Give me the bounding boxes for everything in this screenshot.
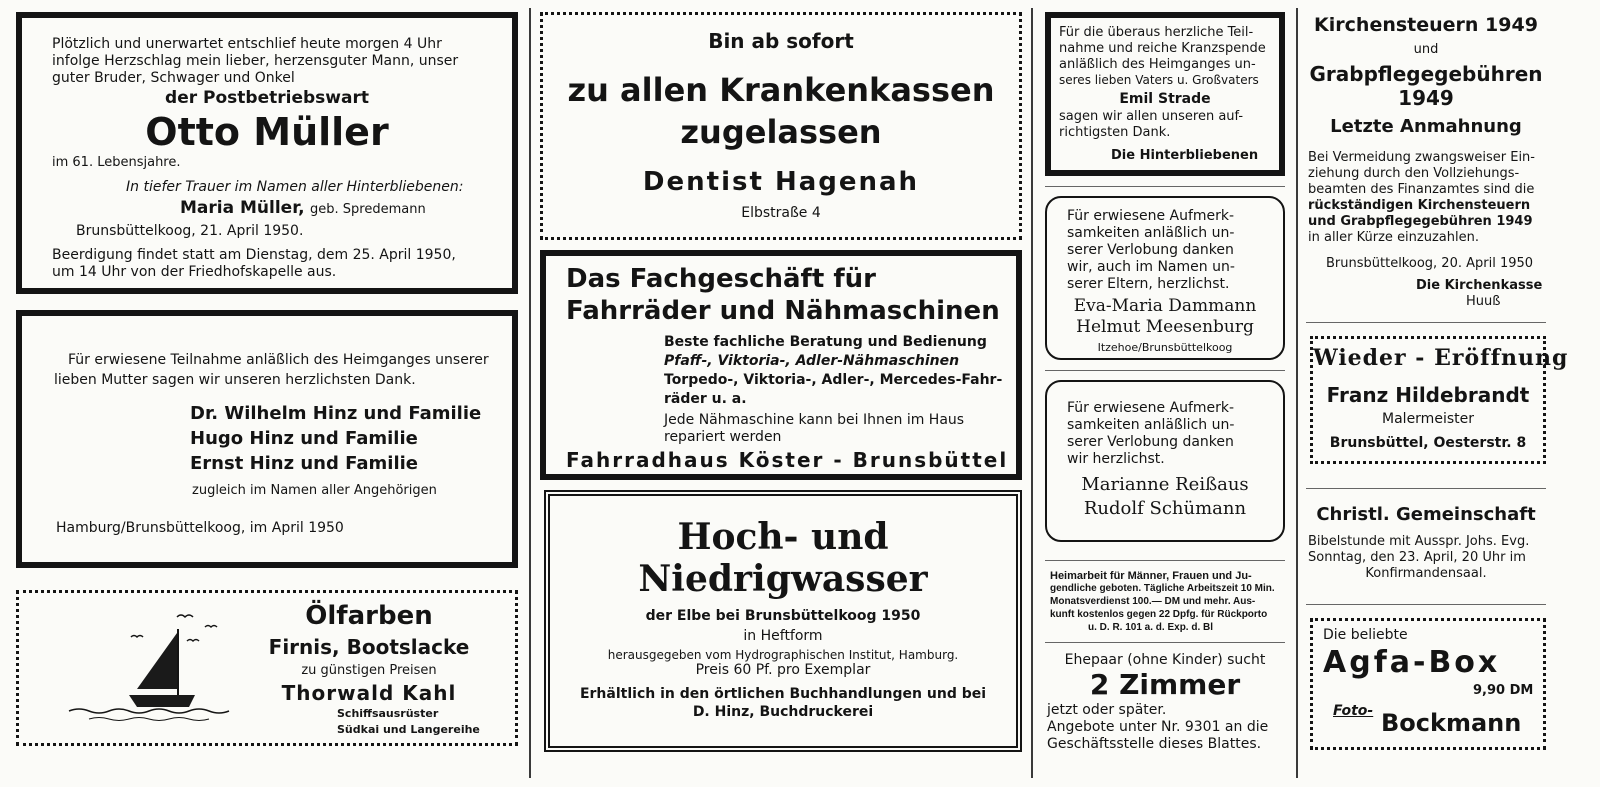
church-tax-notice	[1306, 10, 1546, 310]
hinz-family-2: Hugo Hinz und Familie	[190, 428, 418, 449]
eng2-text-1: Für erwiesene Aufmerk-	[1067, 400, 1235, 416]
tide-line7: Erhältlich in den örtlichen Buchhandlungen und bei	[579, 686, 987, 702]
church-sign2: Huuß	[1466, 294, 1501, 309]
paint-line6: Südkai und Langereihe	[337, 723, 480, 736]
obituary-place-date: Brunsbüttelkoog, 21. April 1950.	[76, 223, 304, 239]
tide-line4: in Heftform	[743, 628, 823, 644]
strade-text-3: anläßlich des Heimganges un-	[1059, 57, 1256, 72]
agfa-price: 9,90 DM	[1473, 683, 1534, 698]
dentist-name: Dentist Hagenah	[642, 167, 920, 197]
strade-name: Emil Strade	[1119, 91, 1211, 107]
hinz-text-2: lieben Mutter sagen wir unseren herzlichsten Dank.	[54, 372, 416, 388]
church-body-1: Bei Vermeidung zwangsweiser Ein-	[1308, 150, 1535, 165]
church-head4: Letzte Anmahnung	[1330, 116, 1522, 137]
reopening-ad	[1310, 336, 1569, 464]
hinz-place-date: Hamburg/Brunsbüttelkoog, im April 1950	[56, 520, 344, 536]
divider-col4-1	[1306, 322, 1546, 323]
rooms-line1: Ehepaar (ohne Kinder) sucht	[1064, 652, 1266, 668]
divider-col3-1	[1045, 186, 1285, 187]
engagement-2	[1045, 380, 1285, 542]
hinz-text-1: Für erwiesene Teilnahme anläßlich des Heimganges unserer	[68, 352, 489, 368]
eng2-name-1: Marianne Reißaus	[1081, 474, 1249, 495]
church-body-4: rückständigen Kirchensteuern	[1308, 198, 1531, 213]
eng1-name-2: Helmut Meesenburg	[1076, 317, 1254, 337]
engagement-1	[1045, 196, 1285, 360]
paint-title: Ölfarben	[305, 601, 433, 631]
eng2-text-4: wir herzlichst.	[1067, 451, 1165, 467]
tide-line5: herausgegeben vom Hydrographischen Institut, Hamburg.	[607, 648, 959, 662]
reopening-address: Brunsbüttel, Oesterstr. 8	[1329, 435, 1527, 451]
obituary-intro-1: Plötzlich und unerwartet entschlief heute morgen 4 Uhr	[52, 36, 442, 52]
church-and: und	[1413, 42, 1439, 57]
eng1-name-1: Eva-Maria Dammann	[1073, 296, 1257, 316]
church-body-2: ziehung durch den Vollziehungs-	[1308, 166, 1520, 181]
rooms-line4: Angebote unter Nr. 9301 an die	[1047, 719, 1269, 735]
strade-text-4: seres lieben Vaters u. Großvaters	[1059, 73, 1259, 87]
seagull-3	[131, 636, 143, 638]
hull	[129, 695, 195, 707]
water-2	[89, 718, 209, 721]
thanks-strade	[1045, 12, 1285, 176]
strade-text2-2: richtigsten Dank.	[1059, 125, 1171, 140]
hinz-family-3: Ernst Hinz und Familie	[190, 453, 419, 474]
eng1-text-4: wir, auch im Namen un-	[1067, 259, 1235, 275]
eng2-text-2: samkeiten anläßlich un-	[1067, 417, 1235, 433]
hinz-family-1: Dr. Wilhelm Hinz und Familie	[190, 403, 482, 424]
paint-line5: Schiffsausrüster	[337, 707, 439, 720]
church-head1: Kirchensteuern 1949	[1314, 14, 1538, 36]
agfa-product: Agfa-Box	[1323, 645, 1501, 680]
tide-line2: Niedrigwasser	[638, 558, 928, 600]
church-body-5: und Grabpflegegebühren 1949	[1308, 214, 1533, 229]
divider-col3-3	[1045, 560, 1285, 561]
eng2-text-3: serer Verlobung danken	[1067, 434, 1234, 450]
sailboat-illustration	[59, 603, 239, 733]
paint-line2: Firnis, Bootslacke	[268, 635, 470, 659]
obituary-widow-born: geb. Spredemann	[310, 202, 426, 217]
tide-line6: Preis 60 Pf. pro Exemplar	[695, 662, 871, 678]
strade-text-1: Für die überaus herzliche Teil-	[1059, 25, 1254, 40]
eng1-text-3: serer Verlobung danken	[1067, 242, 1234, 258]
seagull-4	[187, 640, 199, 642]
rooms-line3: jetzt oder später.	[1047, 702, 1167, 718]
church-head3: 1949	[1398, 86, 1454, 110]
tide-line1: Hoch- und	[677, 516, 889, 558]
paint-name: Thorwald Kahl	[281, 681, 457, 705]
bike-note1: Jede Nähmaschine kann bei Ihnen im Haus	[664, 412, 965, 428]
homework-line1: Heimarbeit für Männer, Frauen und Ju-	[1050, 570, 1252, 582]
community-line2: Sonntag, den 23. April, 20 Uhr im	[1308, 550, 1526, 565]
eng1-place: Itzehoe/Brunsbüttelkoog	[1097, 341, 1233, 354]
agfa-shop-prefix: Foto-	[1333, 703, 1374, 719]
agfa-shop: Bockmann	[1381, 709, 1522, 737]
bike-line3: Torpedo-, Viktoria-, Adler-, Mercedes-Fahr-	[664, 372, 1003, 388]
tide-ad	[544, 490, 1022, 752]
paint-ad	[16, 590, 518, 746]
bike-ad	[540, 250, 1022, 480]
church-head2: Grabpflegegebühren	[1309, 62, 1543, 86]
eng1-text-5: serer Eltern, herzlichst.	[1067, 276, 1230, 292]
seagull-2	[205, 626, 217, 628]
church-body-6: in aller Kürze einzuzahlen.	[1308, 230, 1479, 245]
obituary-name: Otto Müller	[145, 110, 389, 154]
reopening-head: Wieder - Eröffnung	[1313, 345, 1569, 371]
obituary-mueller	[16, 12, 518, 294]
obituary-age: im 61. Lebensjahre.	[52, 155, 181, 170]
column-divider-1	[529, 8, 531, 778]
column-divider-3	[1296, 8, 1298, 778]
column-divider-2	[1031, 8, 1033, 778]
water	[69, 709, 229, 713]
thanks-hinz	[16, 310, 518, 568]
strade-sign: Die Hinterbliebenen	[1111, 148, 1259, 163]
community-head: Christl. Gemeinschaft	[1316, 504, 1536, 525]
dentist-line2: zu allen Krankenkassen	[567, 71, 995, 109]
tide-line3: der Elbe bei Brunsbüttelkoog 1950	[645, 608, 921, 624]
bike-line1: Beste fachliche Beratung und Bedienung	[664, 334, 987, 350]
bike-line2: Pfaff-, Viktoria-, Adler-Nähmaschinen	[664, 353, 960, 369]
church-body-3: beamten des Finanzamtes sind die	[1308, 182, 1535, 197]
homework-line3: Monatsverdienst 100.— DM und mehr. Aus-	[1050, 596, 1256, 607]
obituary-funeral-2: um 14 Uhr von der Friedhofskapelle aus.	[52, 264, 337, 280]
divider-col4-2	[1306, 488, 1546, 489]
homework-line5: u. D. R. 101 a. d. Exp. d. Bl	[1088, 622, 1214, 633]
obituary-intro-3: guter Bruder, Schwager und Onkel	[52, 70, 295, 86]
divider-col4-3	[1306, 604, 1546, 605]
rooms-line5: Geschäftsstelle dieses Blattes.	[1047, 736, 1262, 752]
agfa-line1: Die beliebte	[1323, 627, 1408, 643]
dentist-address: Elbstraße 4	[741, 205, 821, 221]
dentist-line3: zugelassen	[680, 113, 882, 151]
paint-line3: zu günstigen Preisen	[301, 663, 437, 678]
homework-line2: gendliche geboten. Tägliche Arbeitszeit 10 Min.	[1050, 583, 1275, 594]
church-place-date: Brunsbüttelkoog, 20. April 1950	[1326, 256, 1534, 271]
dentist-line1: Bin ab sofort	[708, 29, 854, 53]
community-ad	[1306, 500, 1546, 590]
rooms-ad	[1045, 650, 1287, 760]
eng2-name-2: Rudolf Schümann	[1083, 498, 1247, 519]
agfa-ad	[1310, 618, 1546, 750]
divider-col3-4	[1045, 642, 1285, 643]
bike-head1: Das Fachgeschäft für	[566, 264, 876, 294]
obituary-funeral-1: Beerdigung findet statt am Dienstag, dem 25. April 1950,	[52, 247, 456, 263]
community-line3: Konfirmandensaal.	[1365, 566, 1487, 581]
bike-head2: Fahrräder und Nähmaschinen	[566, 296, 1000, 326]
obituary-mourning: In tiefer Trauer im Namen aller Hinterbliebenen:	[126, 179, 464, 195]
strade-text2-1: sagen wir allen unseren auf-	[1059, 109, 1244, 124]
hinz-also: zugleich im Namen aller Angehörigen	[192, 483, 437, 498]
divider-col3-2	[1045, 370, 1285, 371]
bike-note2: repariert werden	[664, 429, 782, 445]
sail	[137, 633, 177, 689]
reopening-name: Franz Hildebrandt	[1326, 383, 1530, 407]
dentist-ad	[540, 12, 1022, 240]
seagull-1	[177, 615, 193, 617]
obituary-title: der Postbetriebswart	[165, 88, 369, 108]
tide-line8: D. Hinz, Buchdruckerei	[692, 704, 874, 720]
homework-ad	[1048, 568, 1284, 638]
obituary-intro-2: infolge Herzschlag mein lieber, herzensguter Mann, unser	[52, 53, 459, 69]
rooms-line2: 2 Zimmer	[1089, 668, 1241, 701]
homework-line4: kunft kostenlos gegen 22 Dpfg. für Rückporto	[1050, 609, 1268, 620]
obituary-widow: Maria Müller,	[180, 198, 305, 218]
church-sign1: Die Kirchenkasse	[1416, 278, 1543, 293]
reopening-trade: Malermeister	[1382, 411, 1474, 427]
strade-text-2: nahme und reiche Kranzspende	[1059, 41, 1266, 56]
eng1-text-1: Für erwiesene Aufmerk-	[1067, 208, 1235, 224]
bike-line4: räder u. a.	[664, 391, 747, 407]
eng1-text-2: samkeiten anläßlich un-	[1067, 225, 1235, 241]
community-line1: Bibelstunde mit Ausspr. Johs. Evg.	[1308, 534, 1530, 549]
bike-footer: Fahrradhaus Köster - Brunsbüttel	[566, 448, 1009, 472]
